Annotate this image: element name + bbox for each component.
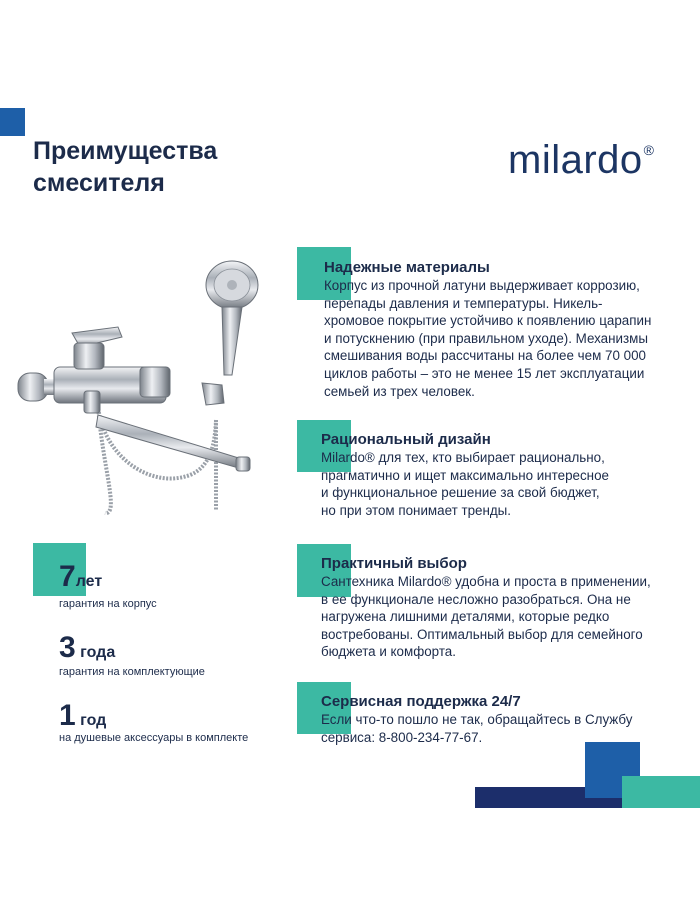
warranty-number: 3 bbox=[59, 631, 76, 664]
feature-text bbox=[321, 449, 691, 519]
feature-title: Сервисная поддержка 24/7 bbox=[321, 693, 521, 710]
feature-text-line: прагматично и ищет максимально интересное bbox=[321, 467, 609, 483]
warranty-description: гарантия на комплектующие bbox=[59, 666, 205, 678]
feature-text bbox=[321, 711, 691, 746]
feature-text-line: Сантехника Milardo® удобна и проста в применении, bbox=[321, 574, 651, 589]
warranty-item-1 bbox=[59, 700, 106, 732]
feature-text-line: циклов работы – это не менее 15 лет эксплуатации bbox=[324, 365, 645, 381]
warranty-number: 1 bbox=[59, 699, 76, 732]
feature-text-line: смешивания воды рассчитаны на более чем 70 000 bbox=[324, 348, 646, 364]
warranty-description: на душевые аксессуары в комплекте bbox=[59, 732, 249, 744]
feature-text-line: в ее функционале несложно разобраться. Она не bbox=[321, 591, 631, 607]
feature-text-line: и потускнению (при правильном уходе). Механизмы bbox=[324, 330, 648, 346]
feature-practical-choice bbox=[321, 555, 696, 661]
warranty-description: гарантия на корпус bbox=[59, 598, 157, 610]
feature-text-line: сервиса: 8-800-234-77-67. bbox=[321, 729, 483, 745]
feature-text bbox=[321, 573, 696, 661]
feature-text-line: Корпус из прочной латуни выдерживает коррозию, bbox=[324, 278, 640, 293]
page-title-line2: смесителя bbox=[33, 169, 165, 197]
page-title bbox=[33, 135, 217, 199]
feature-text-line: бюджета и комфорта. bbox=[321, 644, 456, 660]
feature-text-line: и функциональное решение за свой бюджет, bbox=[321, 485, 600, 501]
feature-text bbox=[324, 277, 694, 400]
warranty-unit: год bbox=[80, 712, 107, 729]
feature-text-line: семьей из трех человек. bbox=[324, 383, 475, 399]
brand-logo bbox=[508, 138, 654, 183]
brand-logo-text: milardo bbox=[508, 138, 643, 182]
feature-text-line: востребованы. Оптимальный выбор для семейного bbox=[321, 626, 643, 642]
feature-text-line: но при этом понимает тренды. bbox=[321, 502, 512, 518]
feature-text-line: хромовое покрытие устойчиво к появлению царапин bbox=[324, 313, 652, 329]
decor-teal-bar bbox=[622, 776, 700, 808]
warranty-number: 7 bbox=[59, 560, 76, 593]
warranty-item-7 bbox=[59, 561, 102, 593]
feature-text-line: нагружена лишними деталями, которые редко bbox=[321, 609, 610, 625]
warranty-unit: лет bbox=[75, 573, 103, 590]
warranty-item-3 bbox=[59, 632, 115, 664]
feature-title: Надежные материалы bbox=[324, 259, 490, 276]
feature-title: Практичный выбор bbox=[321, 555, 467, 572]
corner-accent-square bbox=[0, 108, 25, 136]
page-title-line1: Преимущества bbox=[33, 137, 218, 165]
feature-rational-design bbox=[321, 431, 691, 519]
feature-title: Рациональный дизайн bbox=[321, 431, 491, 448]
warranty-unit: года bbox=[80, 644, 116, 661]
feature-text-line: Если что-то пошло не так, обращайтесь в Службу bbox=[321, 712, 633, 727]
product-image-mixer bbox=[10, 255, 300, 530]
feature-text-line: Milardo® для тех, кто выбирает рационально, bbox=[321, 450, 605, 465]
feature-service-support bbox=[321, 693, 691, 746]
feature-text-line: перепады давления и температуры. Никель- bbox=[324, 295, 603, 311]
feature-reliable-materials bbox=[324, 259, 694, 400]
brand-reg-mark: ® bbox=[643, 142, 655, 158]
